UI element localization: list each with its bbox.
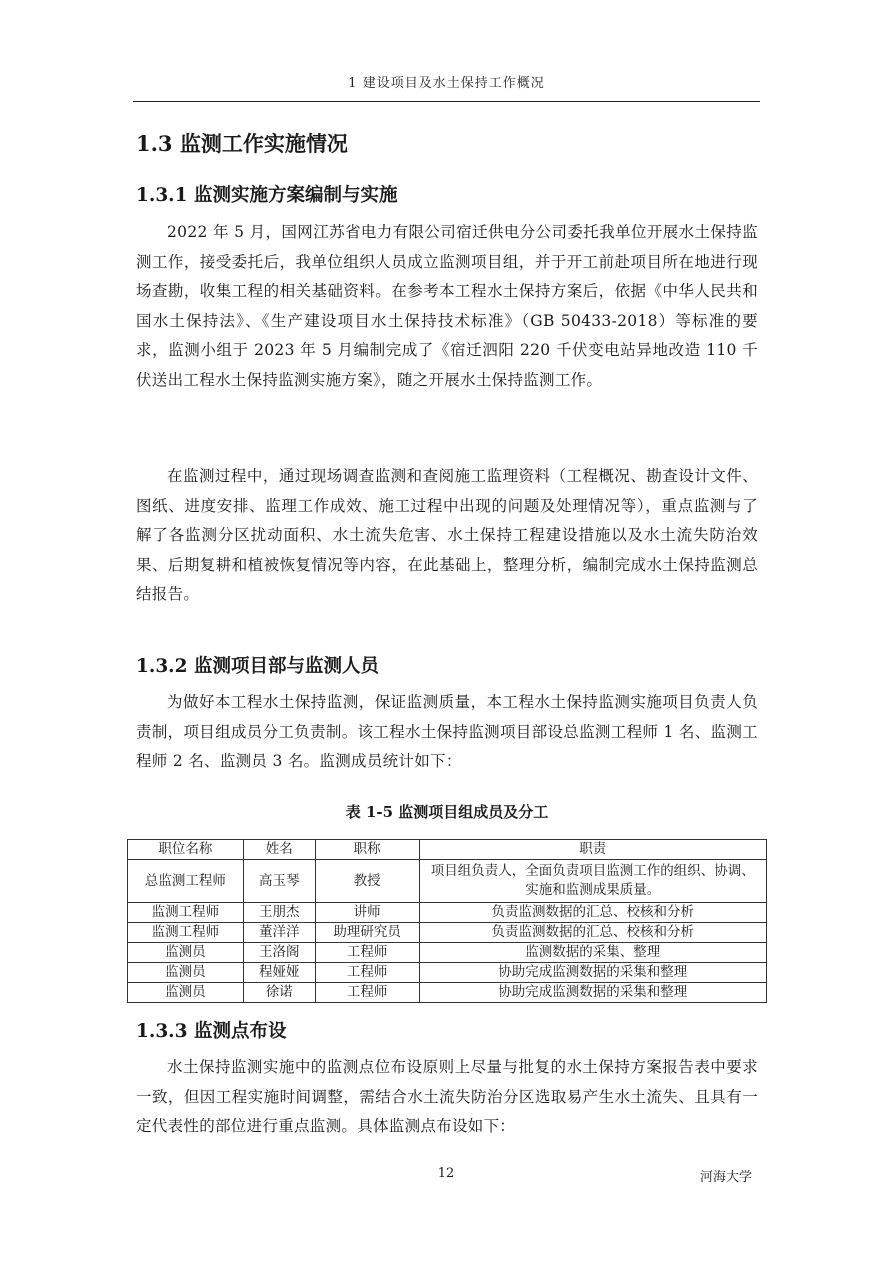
table-cell: 董洋洋 xyxy=(243,923,315,943)
table-header-cell: 职责 xyxy=(419,840,766,860)
footer-institution: 河海大学 xyxy=(700,1170,753,1185)
section-heading-1-3-3: 1.3.3 监测点布设 xyxy=(136,1021,287,1042)
table-row xyxy=(128,983,767,1003)
table-cell: 监测数据的采集、整理 xyxy=(419,943,766,963)
table-cell: 工程师 xyxy=(315,943,419,963)
table-header-cell: 职位名称 xyxy=(128,840,244,860)
table-cell: 监测工程师 xyxy=(128,923,244,943)
table-cell: 监测员 xyxy=(128,983,244,1003)
table-header-cell: 职称 xyxy=(315,840,419,860)
table-cell: 王洛阁 xyxy=(243,943,315,963)
table-cell: 高玉琴 xyxy=(243,860,315,903)
table-cell: 总监测工程师 xyxy=(128,860,244,903)
table-header-row xyxy=(128,840,767,860)
paragraph-plan-1: 2022 年 5 月，国网江苏省电力有限公司宿迁供电分公司委托我单位开展水土保持监测工作，接受委托后，我单位组织人员成立监测项目组，并于开工前赴项目所在地进行现场查勘，收集工程的相关基础资料。在参考本工程水土保持方案后，依据《中华人民共和国水土保持法》、《生产建设项目水土保持技术标准》（GB 50433-2018）等标准的要求，监测小组于 2023 年 5 月编制完成了《宿迁泗阳 220 千伏变电站异地改造 110 千伏送出工程水土保持监测实施方案》，随之开展水土保持监测工作。 xyxy=(136,223,758,389)
table-cell: 负责监测数据的汇总、校核和分析 xyxy=(419,923,766,943)
table-header-cell: 姓名 xyxy=(243,840,315,860)
paragraph-plan-2: 在监测过程中，通过现场调查监测和查阅施工监理资料（工程概况、勘查设计文件、图纸、进度安排、监理工作成效、施工过程中出现的问题及处理情况等），重点监测与了解了各监测分区扰动面积、水土流失危害、水土保持工程建设措施以及水土流失防治效果、后期复耕和植被恢复情况等内容，在此基础上，整理分析，编制完成水土保持监测总结报告。 xyxy=(136,467,758,603)
table-cell: 王朋杰 xyxy=(243,903,315,923)
table-cell: 徐诺 xyxy=(243,983,315,1003)
table-cell: 监测工程师 xyxy=(128,903,244,923)
section-heading-1-3-2: 1.3.2 监测项目部与监测人员 xyxy=(136,656,379,677)
running-header: 1 建设项目及水土保持工作概况 xyxy=(348,76,545,91)
table-cell: 讲师 xyxy=(315,903,419,923)
table-cell: 工程师 xyxy=(315,963,419,983)
table-row xyxy=(128,943,767,963)
paragraph-team: 为做好本工程水土保持监测，保证监测质量，本工程水土保持监测实施项目负责人负责制，项目组成员分工负责制。该工程水土保持监测项目部设总监测工程师 1 名、监测工程师 2 名、监测员 3 名。监测成员统计如下： xyxy=(136,693,758,770)
paragraph-monitoring-points: 水土保持监测实施中的监测点位布设原则上尽量与批复的水土保持方案报告表中要求一致，但因工程实施时间调整，需结合水土流失防治分区选取易产生水土流失、且具有一定代表性的部位进行重点监测。具体监测点布设如下： xyxy=(136,1058,758,1135)
table-cell: 协助完成监测数据的采集和整理 xyxy=(419,963,766,983)
table-cell: 监测员 xyxy=(128,943,244,963)
table-cell: 项目组负责人，全面负责项目监测工作的组织、协调、实施和监测成果质量。 xyxy=(419,860,766,903)
table-cell: 负责监测数据的汇总、校核和分析 xyxy=(419,903,766,923)
header-rule xyxy=(133,101,760,102)
table-row xyxy=(128,923,767,943)
table-cell: 协助完成监测数据的采集和整理 xyxy=(419,983,766,1003)
table-cell: 助理研究员 xyxy=(315,923,419,943)
section-heading-1-3-1: 1.3.1 监测实施方案编制与实施 xyxy=(136,185,398,206)
table-cell: 程娅娅 xyxy=(243,963,315,983)
table-caption: 表 1-5 监测项目组成员及分工 xyxy=(345,803,549,821)
table-cell: 工程师 xyxy=(315,983,419,1003)
team-roster-table xyxy=(127,839,767,1003)
table-row xyxy=(128,903,767,923)
page-number: 12 xyxy=(437,1166,455,1181)
section-heading-1-3: 1.3 监测工作实施情况 xyxy=(136,131,348,156)
table-row xyxy=(128,860,767,903)
table-cell: 教授 xyxy=(315,860,419,903)
table-cell: 监测员 xyxy=(128,963,244,983)
table-row xyxy=(128,963,767,983)
